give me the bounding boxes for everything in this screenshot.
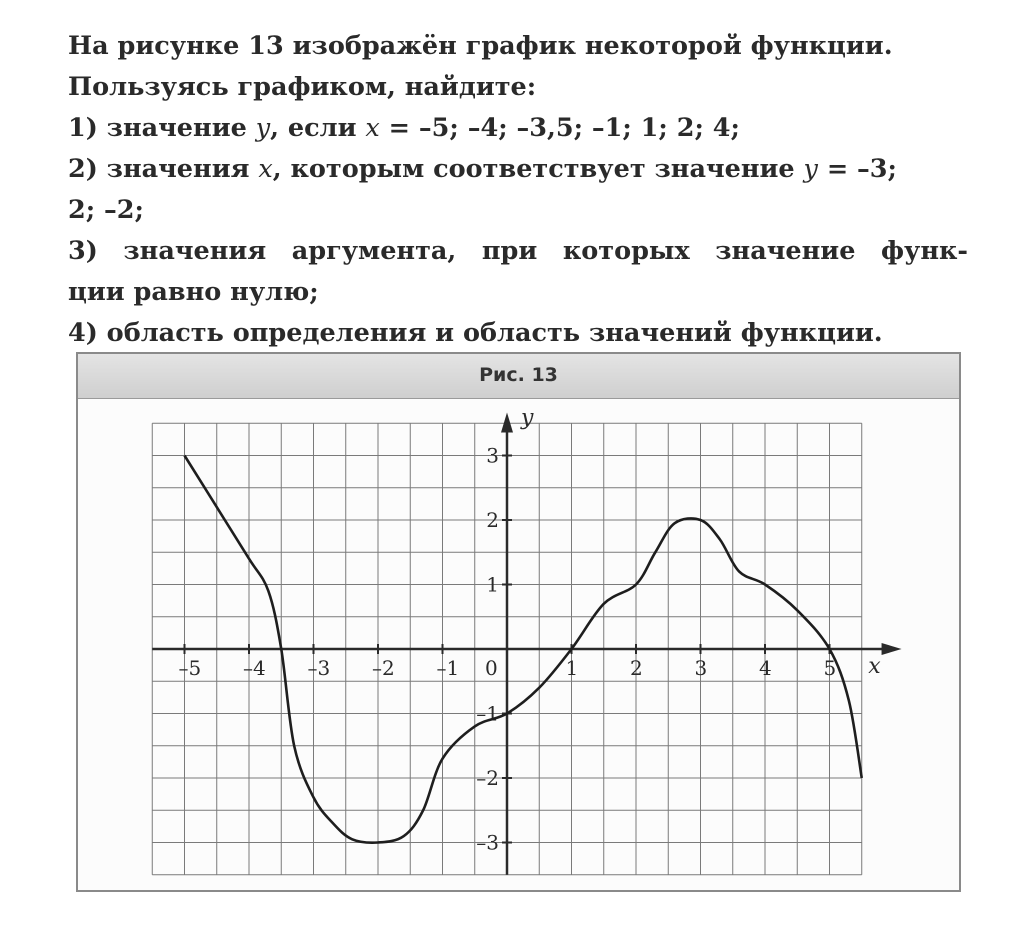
axes (152, 405, 901, 874)
q2-prefix: 2) значения (68, 154, 259, 184)
x-tick-label: –5 (178, 656, 202, 680)
q2-values: = –3; (817, 154, 897, 184)
y-axis-label: y (521, 405, 534, 431)
x-tick-label: –4 (243, 656, 266, 680)
y-tick-label: 3 (486, 443, 499, 468)
problem-text (68, 26, 968, 354)
x-tick-label: –3 (307, 656, 331, 680)
intro-line-2: Пользуясь графиком, найдите: (68, 72, 537, 102)
q1-mid: , если (270, 113, 366, 143)
x-tick-label: 0 (485, 656, 498, 680)
question-2-cont: 2; –2; (68, 195, 144, 225)
x-tick-label: 2 (630, 656, 643, 680)
x-tick-label: –1 (436, 656, 460, 680)
x-tick-label: 3 (694, 656, 708, 680)
y-tick-label: 1 (486, 572, 499, 597)
q1-prefix: 1) значение (68, 113, 256, 143)
function-graph (78, 354, 959, 890)
y-tick-label: 2 (486, 508, 499, 532)
figure-caption: Рис. 13 (479, 364, 558, 386)
question-3-line-2: ции равно нулю; (68, 277, 319, 307)
q2-var-x: x (258, 154, 273, 184)
q1-var-y: y (255, 113, 271, 143)
x-tick-label: 1 (565, 656, 579, 680)
x-axis-arrow (882, 643, 902, 655)
intro-line-1: На рисунке 13 изображён график некоторой функции. (68, 31, 893, 61)
x-tick-label: 5 (823, 656, 837, 680)
question-2 (68, 149, 968, 190)
figure-13 (76, 352, 961, 892)
q2-mid: , которым соответствует значение (272, 154, 804, 184)
y-tick-label: –2 (476, 766, 499, 790)
x-axis-label: x (868, 654, 881, 679)
question-1 (68, 108, 968, 149)
question-3-line-1: 3) значения аргумента, при которых значение функ- (68, 236, 968, 266)
y-tick-label: –3 (476, 830, 499, 855)
q1-var-x: x (365, 113, 380, 143)
x-tick-label: 4 (759, 656, 772, 680)
y-tick-label: –1 (476, 701, 499, 726)
q1-values: = –5; –4; –3,5; –1; 1; 2; 4; (379, 113, 740, 143)
question-4: 4) область определения и область значений функции. (68, 318, 883, 348)
y-axis-arrow (501, 412, 513, 432)
q2-var-y: y (803, 154, 818, 184)
x-tick-label: –2 (372, 656, 395, 680)
